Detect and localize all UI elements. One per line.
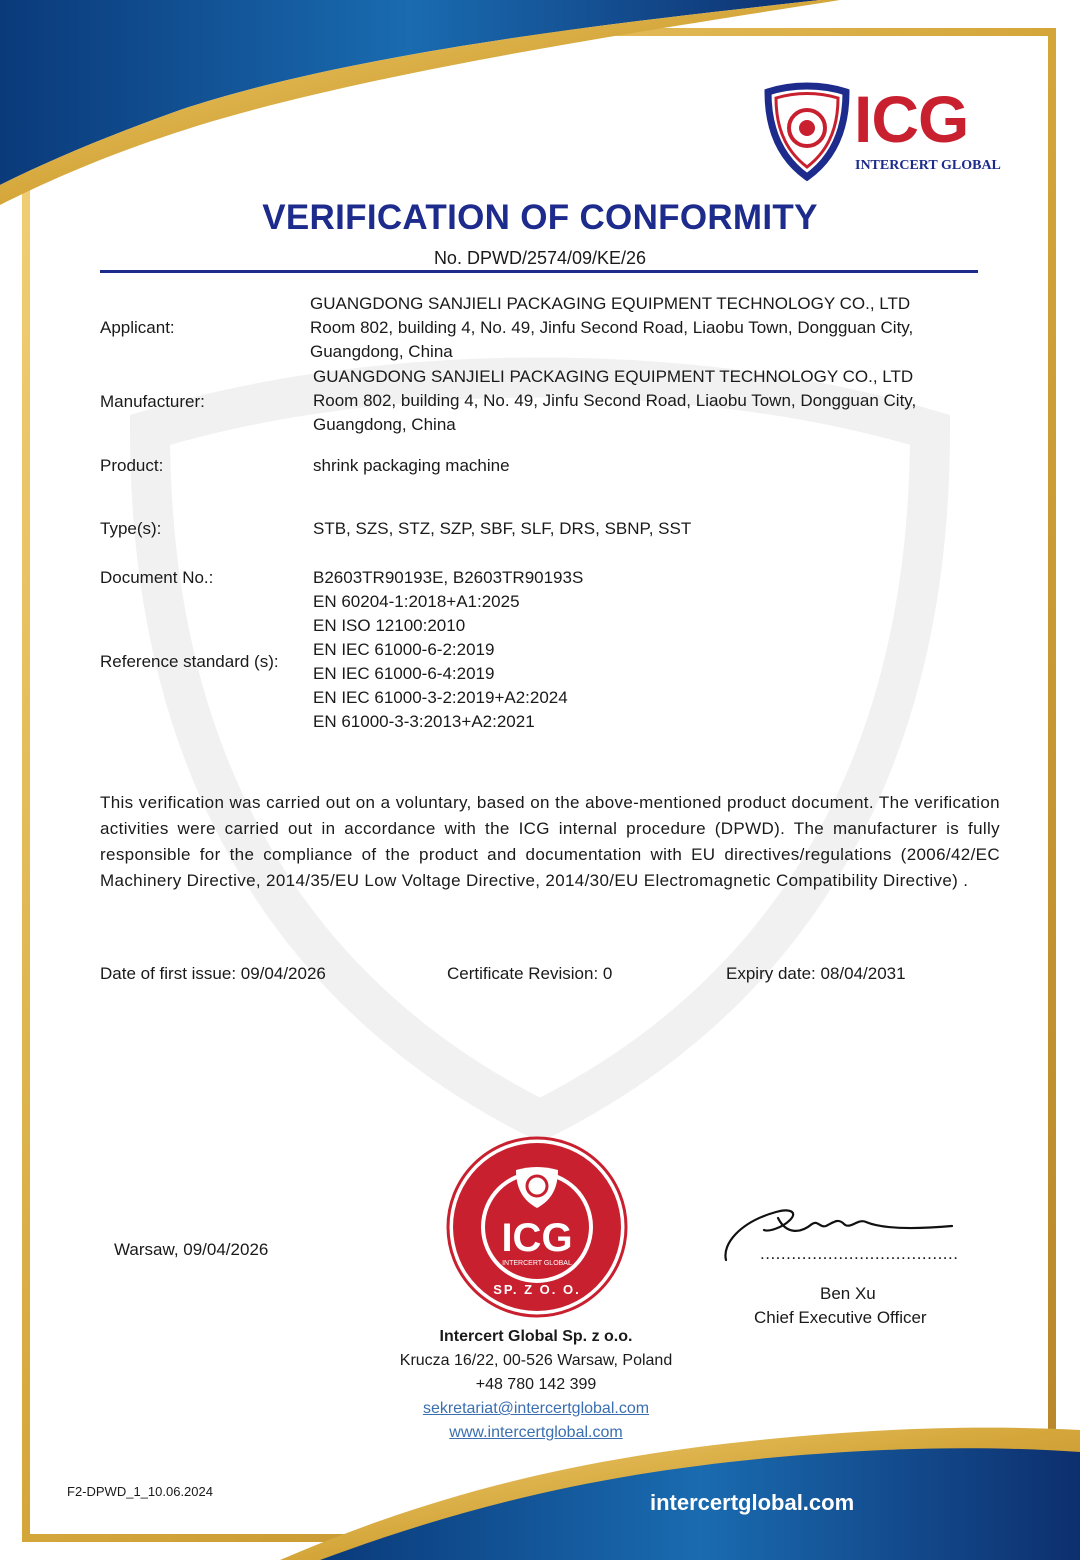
form-code: F2-DPWD_1_10.06.2024 — [67, 1484, 213, 1499]
product-value: shrink packaging machine — [313, 456, 510, 475]
title-divider — [100, 270, 978, 273]
standard-item: EN 60204-1:2018+A1:2025 — [313, 592, 520, 611]
applicant-name: GUANGDONG SANJIELI PACKAGING EQUIPMENT TECHNOLOGY CO., LTD — [310, 294, 911, 313]
types-label: Type(s): — [100, 519, 162, 538]
lion-shield-icon — [762, 82, 852, 182]
company-email-link[interactable]: sekretariat@intercertglobal.com — [422, 1400, 650, 1417]
standard-item: EN ISO 12100:2010 — [313, 616, 466, 635]
manufacturer-region: Guangdong, China — [313, 415, 456, 434]
certificate-revision: Certificate Revision: 0 — [447, 964, 613, 983]
company-address: Krucza 16/22, 00-526 Warsaw, Poland — [399, 1352, 673, 1369]
signature-line: ...................................... — [760, 1244, 959, 1263]
company-website-link[interactable]: www.intercertglobal.com — [449, 1424, 623, 1441]
company-name: Intercert Global Sp. z o.o. — [439, 1328, 633, 1345]
product-label: Product: — [100, 456, 164, 475]
types-value: STB, SZS, STZ, SZP, SBF, SLF, DRS, SBNP, SST — [313, 519, 692, 538]
footer-website[interactable]: intercertglobal.com — [650, 1490, 855, 1515]
logo-subtitle: INTERCERT GLOBAL — [855, 158, 1001, 173]
document-title: VERIFICATION OF CONFORMITY — [262, 198, 818, 237]
standard-item: EN IEC 61000-3-2:2019+A2:2024 — [313, 688, 568, 707]
reference-standards-label: Reference standard (s): — [100, 652, 279, 671]
standard-item: EN IEC 61000-6-4:2019 — [313, 664, 495, 683]
verification-statement: This verification was carried out on a voluntary, based on the above-mentioned product document. The verification activities were carried out in accordance with the ICG internal procedure (DPWD). The manufacturer is fully responsible for the compliance of the product and documentation with EU directives/regulations (2006/42/EC Machinery Directive, 2014/35/EU Low Voltage Directive, 2014/30/EU Electromagnetic Compatibility Directive) . — [100, 793, 1000, 890]
icg-logo — [762, 82, 1002, 182]
stamp-small-text: INTERCERT GLOBAL — [502, 1260, 572, 1267]
signatory-title: Chief Executive Officer — [754, 1308, 927, 1327]
place-and-date: Warsaw, 09/04/2026 — [114, 1240, 269, 1259]
certificate-number: No. DPWD/2574/09/KE/26 — [433, 248, 647, 268]
stamp-bottom-text: SP. Z O. O. — [493, 1282, 581, 1297]
document-no-label: Document No.: — [100, 568, 214, 587]
applicant-address: Room 802, building 4, No. 49, Jinfu Second Road, Liaobu Town, Dongguan City, — [310, 318, 914, 337]
manufacturer-label: Manufacturer: — [100, 392, 205, 411]
signatory-name: Ben Xu — [820, 1284, 876, 1303]
stamp-center-text: ICG — [501, 1216, 573, 1260]
document-no-value: B2603TR90193E, B2603TR90193S — [313, 568, 584, 587]
manufacturer-address: Room 802, building 4, No. 49, Jinfu Second Road, Liaobu Town, Dongguan City, — [313, 391, 917, 410]
logo-text: ICG — [854, 82, 969, 156]
standard-item: EN 61000-3-3:2013+A2:2021 — [313, 712, 535, 731]
company-stamp — [446, 1136, 628, 1318]
applicant-label: Applicant: — [100, 318, 175, 337]
manufacturer-name: GUANGDONG SANJIELI PACKAGING EQUIPMENT TECHNOLOGY CO., LTD — [313, 367, 914, 386]
expiry-date: Expiry date: 08/04/2031 — [726, 964, 906, 983]
applicant-region: Guangdong, China — [310, 342, 453, 361]
first-issue-date: Date of first issue: 09/04/2026 — [100, 964, 326, 983]
company-phone: +48 780 142 399 — [475, 1376, 597, 1393]
standard-item: EN IEC 61000-6-2:2019 — [313, 640, 495, 659]
